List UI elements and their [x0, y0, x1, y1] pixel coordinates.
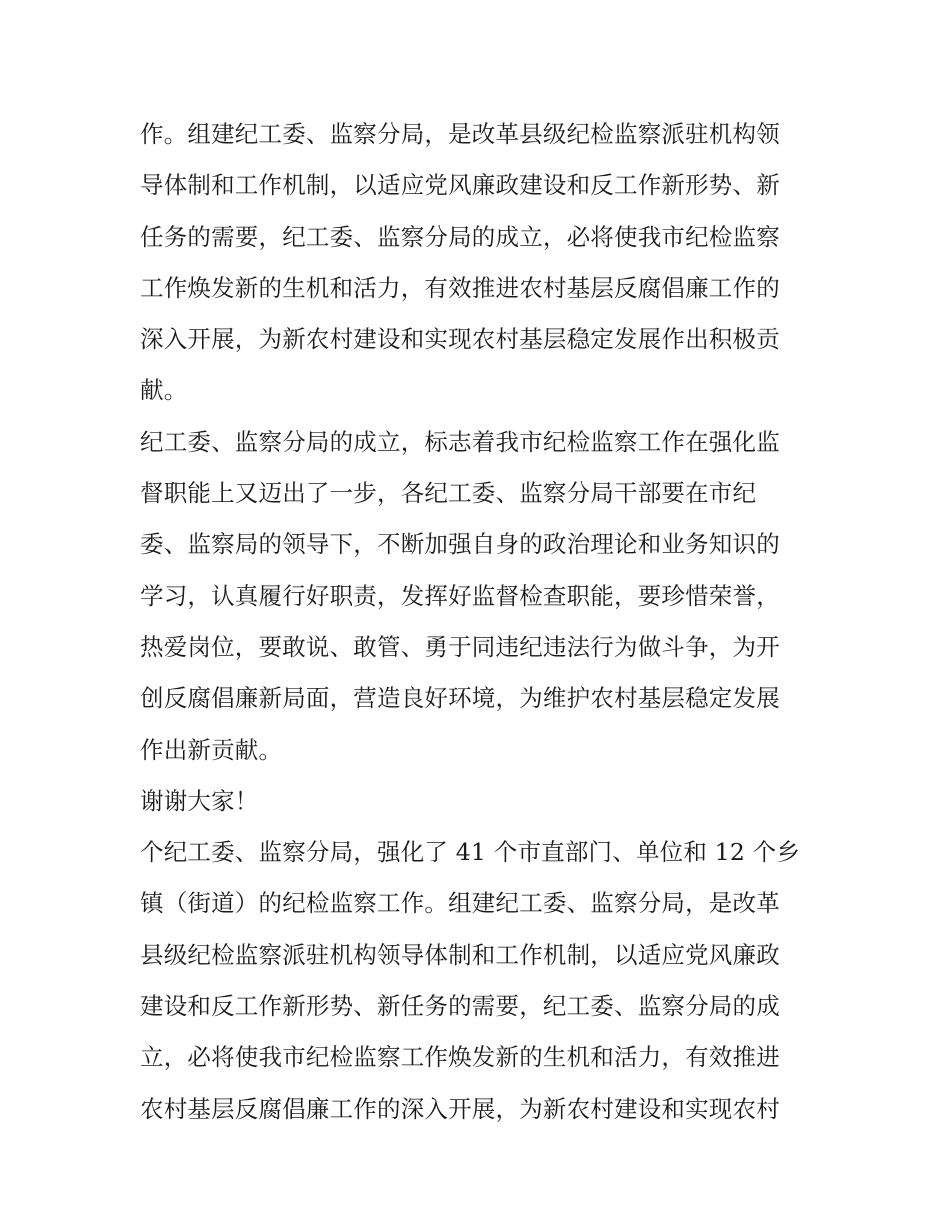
text-line: 任务的需要，纪工委、监察分局的成立，必将使我市纪检监察	[140, 222, 780, 251]
text-line: 工作焕发新的生机和活力，有效推进农村基层反腐倡廉工作的	[140, 273, 780, 302]
text-line: 立，必将使我市纪检监察工作焕发新的生机和活力，有效推进	[140, 1043, 780, 1072]
text-line: 个纪工委、监察分局，强化了 41 个市直部门、单位和 12 个乡	[140, 838, 801, 867]
text-line: 作。组建纪工委、监察分局，是改革县级纪检监察派驻机构领	[140, 120, 780, 148]
text-line: 深入开展，为新农村建设和实现农村基层稳定发展作出积极贡	[140, 325, 780, 354]
text-line: 创反腐倡廉新局面，营造良好环境，为维护农村基层稳定发展	[140, 684, 780, 713]
text-line: 县级纪检监察派驻机构领导体制和工作机制，以适应党风廉政	[140, 940, 780, 969]
text-line: 谢谢大家！	[140, 786, 259, 815]
text-line: 委、监察局的领导下，不断加强自身的政治理论和业务知识的	[140, 530, 780, 559]
text-line: 纪工委、监察分局的成立，标志着我市纪检监察工作在强化监	[140, 427, 780, 456]
text-line: 督职能上又迈出了一步，各纪工委、监察分局干部要在市纪	[140, 479, 757, 508]
text-line: 作出新贡献。	[140, 735, 283, 764]
text-line: 农村基层反腐倡廉工作的深入开展，为新农村建设和实现农村	[140, 1094, 780, 1123]
text-line: 镇（街道）的纪检监察工作。组建纪工委、监察分局，是改革	[140, 889, 780, 918]
text-line: 献。	[140, 376, 188, 405]
text-line: 导体制和工作机制，以适应党风廉政建设和反工作新形势、新	[140, 171, 780, 200]
text-line: 热爱岗位，要敢说、敢管、勇于同违纪违法行为做斗争，为开	[140, 632, 780, 661]
body-text	[140, 109, 820, 1135]
text-line: 建设和反工作新形势、新任务的需要，纪工委、监察分局的成	[140, 992, 780, 1021]
text-line: 学习，认真履行好职责，发挥好监督检查职能，要珍惜荣誉，	[140, 581, 780, 610]
